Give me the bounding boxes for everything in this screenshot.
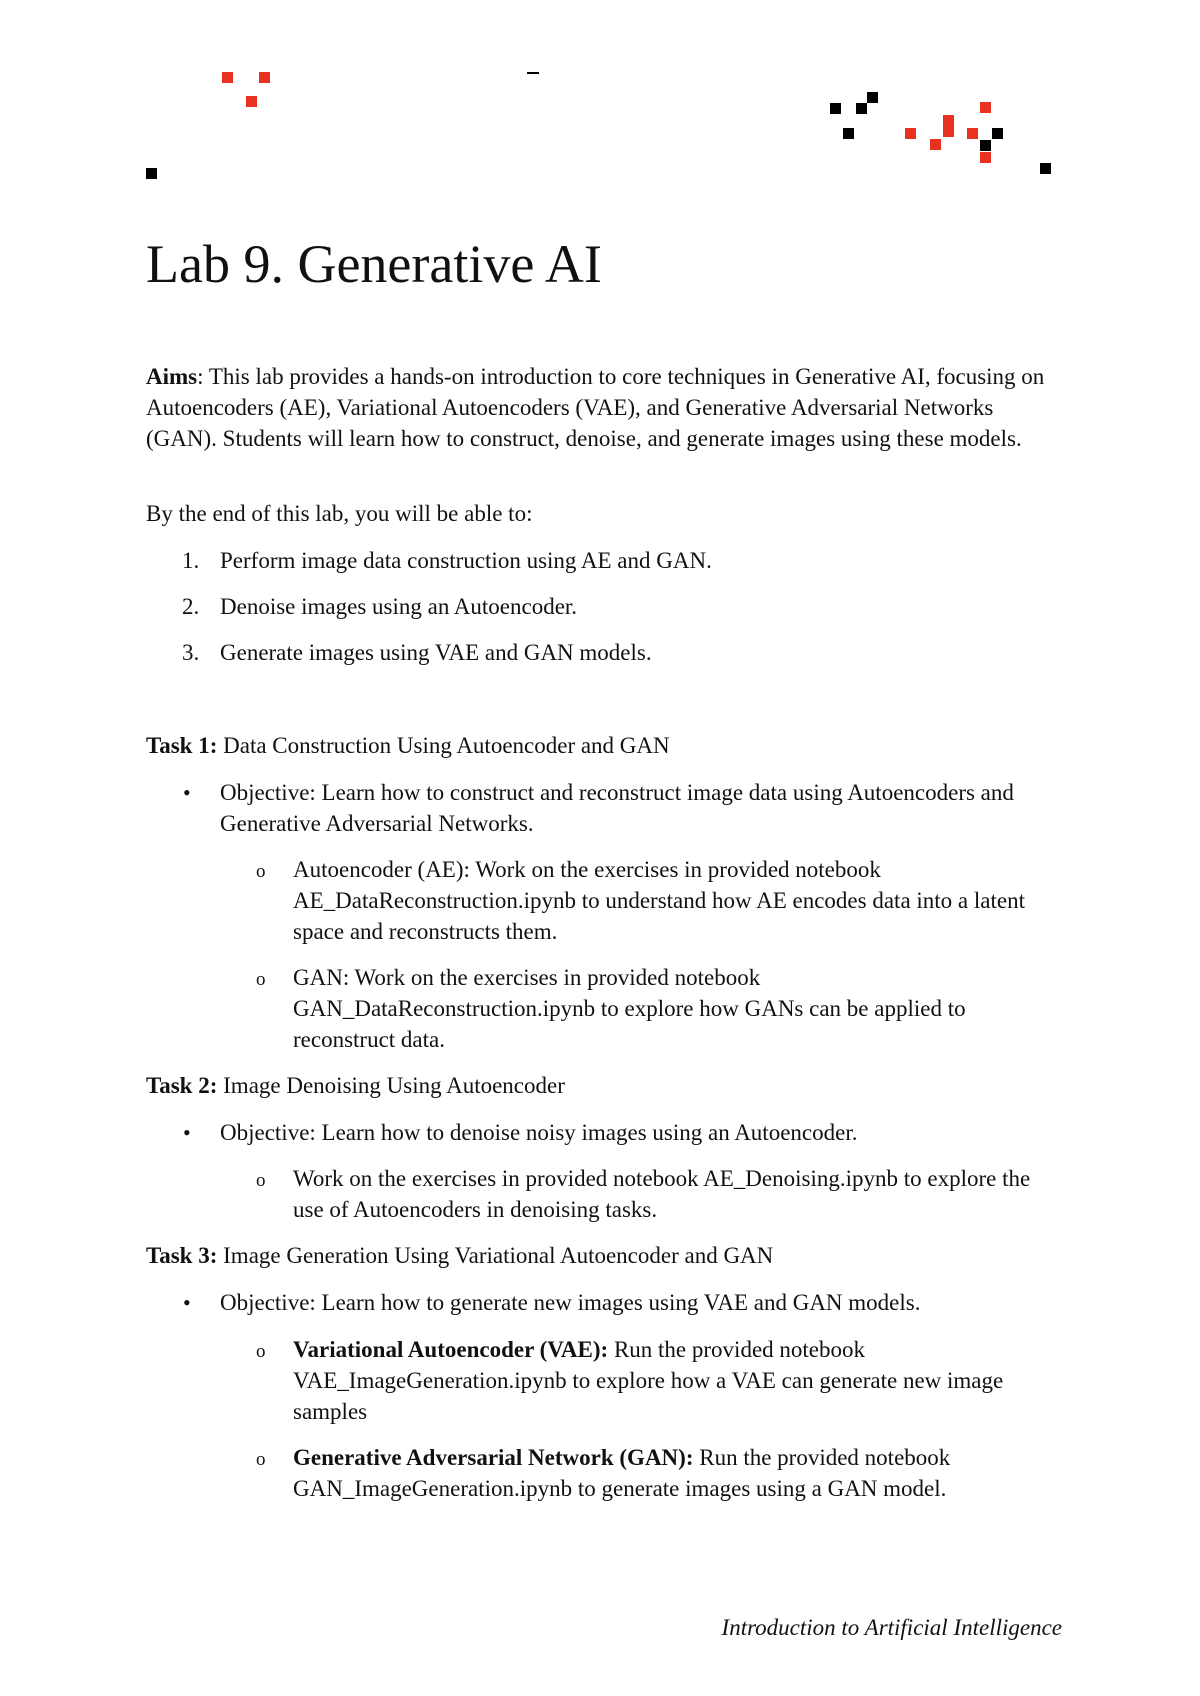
- task3-label: Task 3:: [146, 1243, 218, 1268]
- task2-heading: [146, 1070, 1056, 1101]
- ornament-square: [259, 72, 270, 83]
- ornament-square: [905, 128, 916, 139]
- sub-item-bold: Generative Adversarial Network (GAN):: [293, 1445, 694, 1470]
- outcome-text: Perform image data construction using AE and GAN.: [220, 548, 712, 573]
- aims-text: : This lab provides a hands-on introduction to core techniques in Generative AI, focusing on Autoencoders (AE), Variational Autoencoders (VAE), and Generative Adversarial Networks (GAN). Students will learn how to construct, denoise, and generate images using these models.: [146, 364, 1045, 451]
- sub-item-rest: Run the provided notebook VAE_ImageGeneration.ipynb to explore how a VAE can generate new image samples: [293, 1337, 1004, 1424]
- ornament-square: [943, 115, 954, 126]
- sub-bullet-icon: o: [256, 861, 266, 882]
- task1-heading: [146, 730, 1056, 761]
- page-title: Lab 9. Generative AI: [146, 234, 602, 294]
- ornament-square: [856, 103, 867, 114]
- sub-item-text: GAN: Work on the exercises in provided notebook GAN_DataReconstruction.ipynb to explore how GANs can be applied to reconstruct data.: [293, 965, 966, 1052]
- aims-label: Aims: [146, 364, 198, 389]
- sub-item-rest: Run the provided notebook GAN_ImageGeneration.ipynb to generate images using a GAN model.: [293, 1445, 951, 1501]
- aims-paragraph: [146, 361, 1056, 454]
- task3-heading: [146, 1240, 1056, 1271]
- ornament-square: [1040, 163, 1051, 174]
- objective-text: Objective: Learn how to denoise noisy images using an Autoencoder.: [220, 1120, 858, 1145]
- outcome-number: 1.: [182, 548, 200, 573]
- bullet-icon: •: [183, 1120, 191, 1145]
- ornament-square: [246, 96, 257, 107]
- sub-bullet-icon: o: [256, 1170, 266, 1191]
- bullet-icon: •: [183, 780, 191, 805]
- sub-bullet-icon: o: [256, 1341, 266, 1362]
- ornament-square: [943, 126, 954, 137]
- ornament-square: [843, 128, 854, 139]
- sub-item-bold: Variational Autoencoder (VAE):: [293, 1337, 609, 1362]
- task2-label: Task 2:: [146, 1073, 218, 1098]
- sub-bullet-icon: o: [256, 969, 266, 990]
- ornament-square: [830, 103, 841, 114]
- ornament-square: [146, 168, 157, 179]
- outcome-number: 3.: [182, 640, 200, 665]
- ornament-square: [930, 139, 941, 150]
- ornament-square: [980, 140, 991, 151]
- task2-title: Image Denoising Using Autoencoder: [217, 1073, 565, 1098]
- objective-text: Objective: Learn how to generate new images using VAE and GAN models.: [220, 1290, 921, 1315]
- outcome-text: Generate images using VAE and GAN models.: [220, 640, 652, 665]
- task3-title: Image Generation Using Variational Autoencoder and GAN: [217, 1243, 774, 1268]
- ornament-square: [967, 128, 978, 139]
- sub-item-text: [293, 1442, 1066, 1504]
- outcome-text: Denoise images using an Autoencoder.: [220, 594, 578, 619]
- sub-item-text: Work on the exercises in provided notebook AE_Denoising.ipynb to explore the use of Autoencoders in denoising tasks.: [293, 1166, 1031, 1222]
- bullet-icon: •: [183, 1290, 191, 1315]
- task1-label: Task 1:: [146, 733, 218, 758]
- ornament-dash: [527, 72, 539, 74]
- sub-item-text: [293, 1334, 1066, 1427]
- task1-title: Data Construction Using Autoencoder and GAN: [217, 733, 670, 758]
- intro-text: By the end of this lab, you will be able to:: [146, 501, 533, 526]
- ornament-square: [867, 92, 878, 103]
- ornament-square: [980, 152, 991, 163]
- objective-text: Objective: Learn how to construct and reconstruct image data using Autoencoders and Generative Adversarial Networks.: [220, 780, 1014, 836]
- page-footer: Introduction to Artificial Intelligence: [721, 1615, 1062, 1640]
- ornament-square: [992, 128, 1003, 139]
- sub-item-text: Autoencoder (AE): Work on the exercises in provided notebook AE_DataReconstruction.ipynb to understand how AE encodes data into a latent space and reconstructs them.: [293, 857, 1025, 944]
- sub-bullet-icon: o: [256, 1449, 266, 1470]
- outcome-number: 2.: [182, 594, 200, 619]
- ornament-square: [222, 72, 233, 83]
- ornament-square: [980, 102, 991, 113]
